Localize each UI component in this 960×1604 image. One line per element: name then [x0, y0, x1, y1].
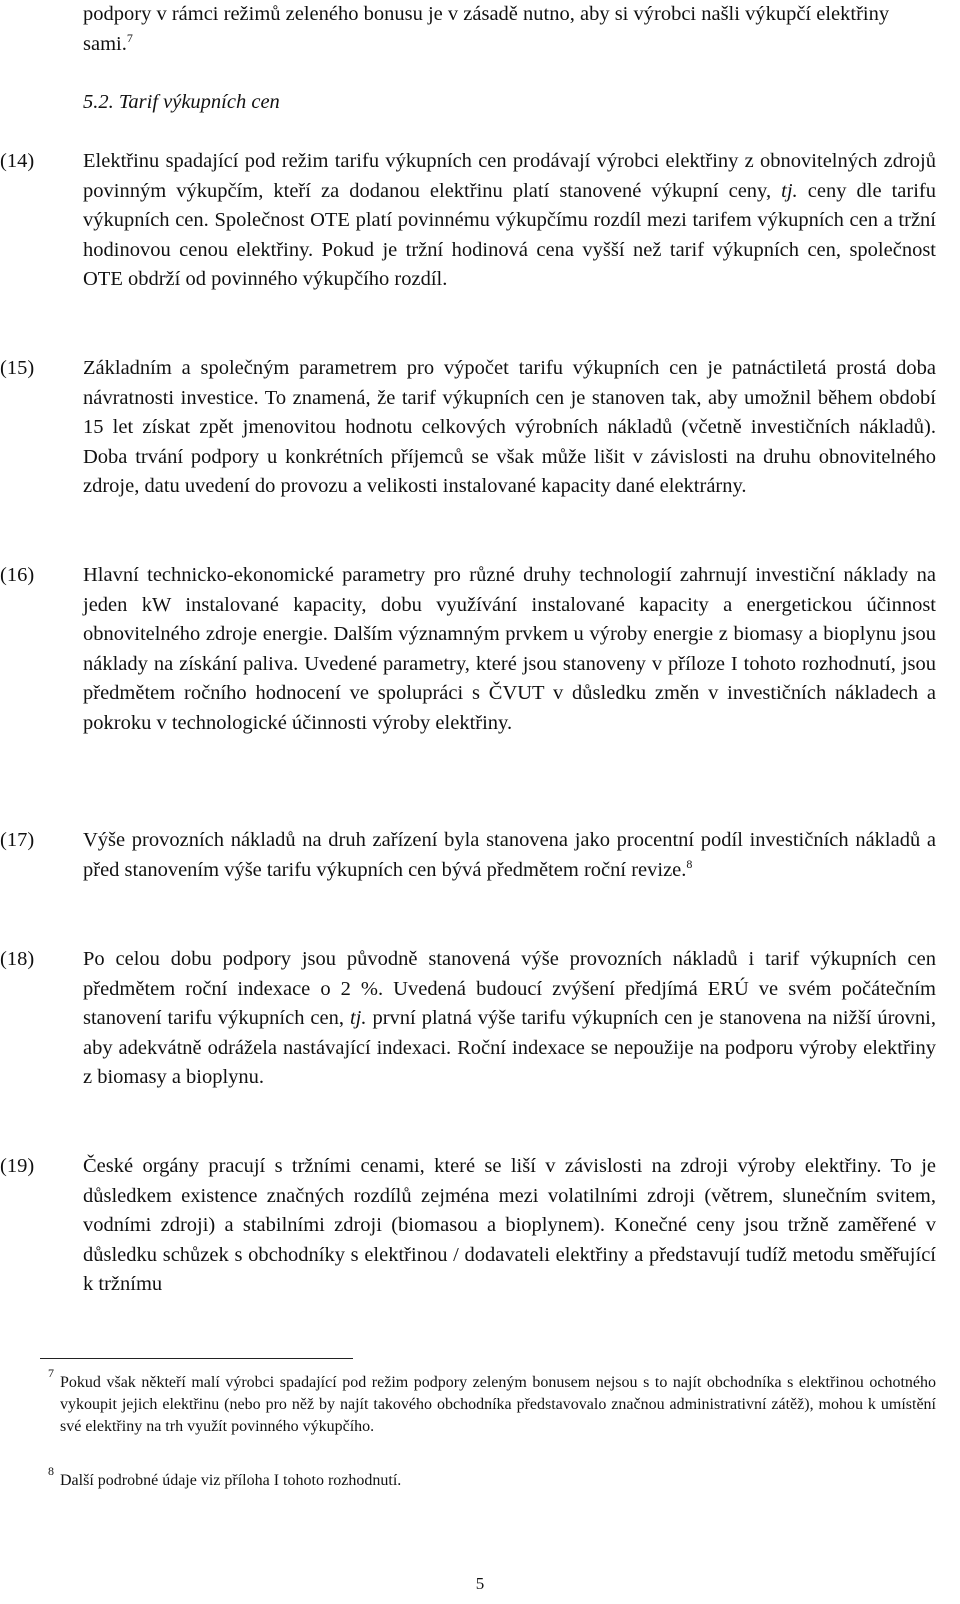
paragraph-number: (19) [0, 1155, 35, 1177]
footnote-ref-8[interactable]: 8 [686, 856, 693, 871]
paragraph-text: České orgány pracují s tržními cenami, které se liší v závislosti na zdroji výroby elektřiny. To je důsledkem existence značných rozdílů zejména mezi volatilními zdroji (větrem, slunečním svitem, vodními zdroji) a stabilními zdroji (biomasou a bioplynem). Konečné ceny jsou tržně zaměřené v důsledku schůzek s obchodníky s elektřinou / dodavateli elektřiny a představují tudíž metodu směřující k tržnímu [83, 1155, 936, 1295]
footnote-7 [40, 1366, 936, 1438]
paragraph-number: (18) [0, 948, 35, 970]
footnote-number: 8 [48, 1464, 54, 1478]
footnote-text: Pokud však někteří malí výrobci spadající pod režim podpory zeleným bonusem nejsou s to najít obchodníka s elektřinou ochotného vykoupit jejich elektřinu (nebo pro něž by najít takového obchodníka představovalo značnou administrativní zátěž), mohou k umístění své elektřiny na trh využít povinného výkupčího. [60, 1374, 936, 1435]
footnote-text: Další podrobné údaje viz příloha I tohoto rozhodnutí. [60, 1472, 402, 1489]
paragraph-text [83, 826, 936, 885]
continuation-body: podpory v rámci režimů zeleného bonusu je v zásadě nutno, aby si výrobci našli výkupčí elektřiny sami. [83, 3, 890, 55]
paragraph-text [83, 147, 936, 295]
paragraph-number: (15) [0, 357, 35, 379]
paragraph-text-part: ceny dle tarifu výkupních cen. Společnost OTE platí povinnému výkupčímu rozdíl mezi tarifem výkupních cen a tržní hodinovou cenou elektřiny. Pokud je tržní hodinová cena vyšší než tarif výkupních cen, společnost OTE obdrží od povinného výkupčího rozdíl. [83, 179, 936, 290]
paragraph-text: Základním a společným parametrem pro výpočet tarifu výkupních cen je patnáctiletá prostá doba návratnosti investice. To znamená, že tarif výkupních cen je stanoven tak, aby umožnil během období 15 let získat zpět jmenovitou hodnotu celkových výrobních nákladů (včetně investičních nákladů). Doba trvání podpory u konkrétních příjemců se však může lišit v závislosti na druhu obnovitelného zdroje, datu uvedení do provozu a velikosti instalované kapacity dané elektrárny. [83, 357, 936, 497]
footnote-divider [40, 1358, 353, 1359]
italic-abbrev: tj. [349, 1007, 367, 1029]
continuation-text [83, 0, 936, 59]
paragraph-number: (16) [0, 564, 35, 586]
paragraph-number: (17) [0, 829, 35, 851]
paragraph-text-part: Po celou dobu podpory jsou původně stanovená výše provozních nákladů i tarif výkupních cen předmětem roční indexace o 2 %. Uvedená budoucí zvýšení předjímá ERÚ ve svém počátečním stanovení tarifu výkupních cen, [83, 948, 936, 1029]
paragraph-text [83, 945, 936, 1093]
italic-abbrev: tj. [781, 179, 798, 202]
paragraph-text: Hlavní technicko-ekonomické parametry pro různé druhy technologií zahrnují investiční náklady na jeden kW instalované kapacity, dobu využívání instalované kapacity a energetickou účinnost obnovitelného zdroje energie. Dalším významným prvkem u výroby energie z biomasy a bioplynu jsou náklady na získání paliva. Uvedené parametry, které jsou stanoveny v příloze I tohoto rozhodnutí, jsou předmětem ročního hodnocení ve spolupráci s ČVUT v důsledku změn v investičních nákladech a pokroku v technologické účinnosti výroby elektřiny. [83, 564, 936, 734]
paragraph-number: (14) [0, 150, 35, 172]
section-heading [83, 88, 280, 117]
footnote-ref-7[interactable]: 7 [126, 30, 133, 45]
footnote-8 [40, 1464, 936, 1492]
footnote-number: 7 [48, 1366, 54, 1380]
paragraph-text-part: Elektřinu spadající pod režim tarifu výkupních cen prodávají výrobci elektřiny z obnovitelných zdrojů povinným výkupčím, kteří za dodanou elektřinu platí stanovené výkupní ceny, [83, 150, 936, 202]
page-number: 5 [475, 1574, 485, 1593]
section-number: 5.2. [83, 91, 114, 113]
section-title: Tarif výkupních cen [118, 91, 280, 113]
paragraph-text-part: první platná výše tarifu výkupních cen je stanovena na nižší úrovni, aby adekvátně odrážela nastávající indexaci. Roční indexace se nepoužije na podporu výroby elektřiny z biomasy a bioplynu. [83, 1007, 936, 1088]
paragraph-text-part: Výše provozních nákladů na druh zařízení byla stanovena jako procentní podíl investičních nákladů a před stanovením výše tarifu výkupních cen bývá předmětem roční revize. [83, 829, 936, 881]
